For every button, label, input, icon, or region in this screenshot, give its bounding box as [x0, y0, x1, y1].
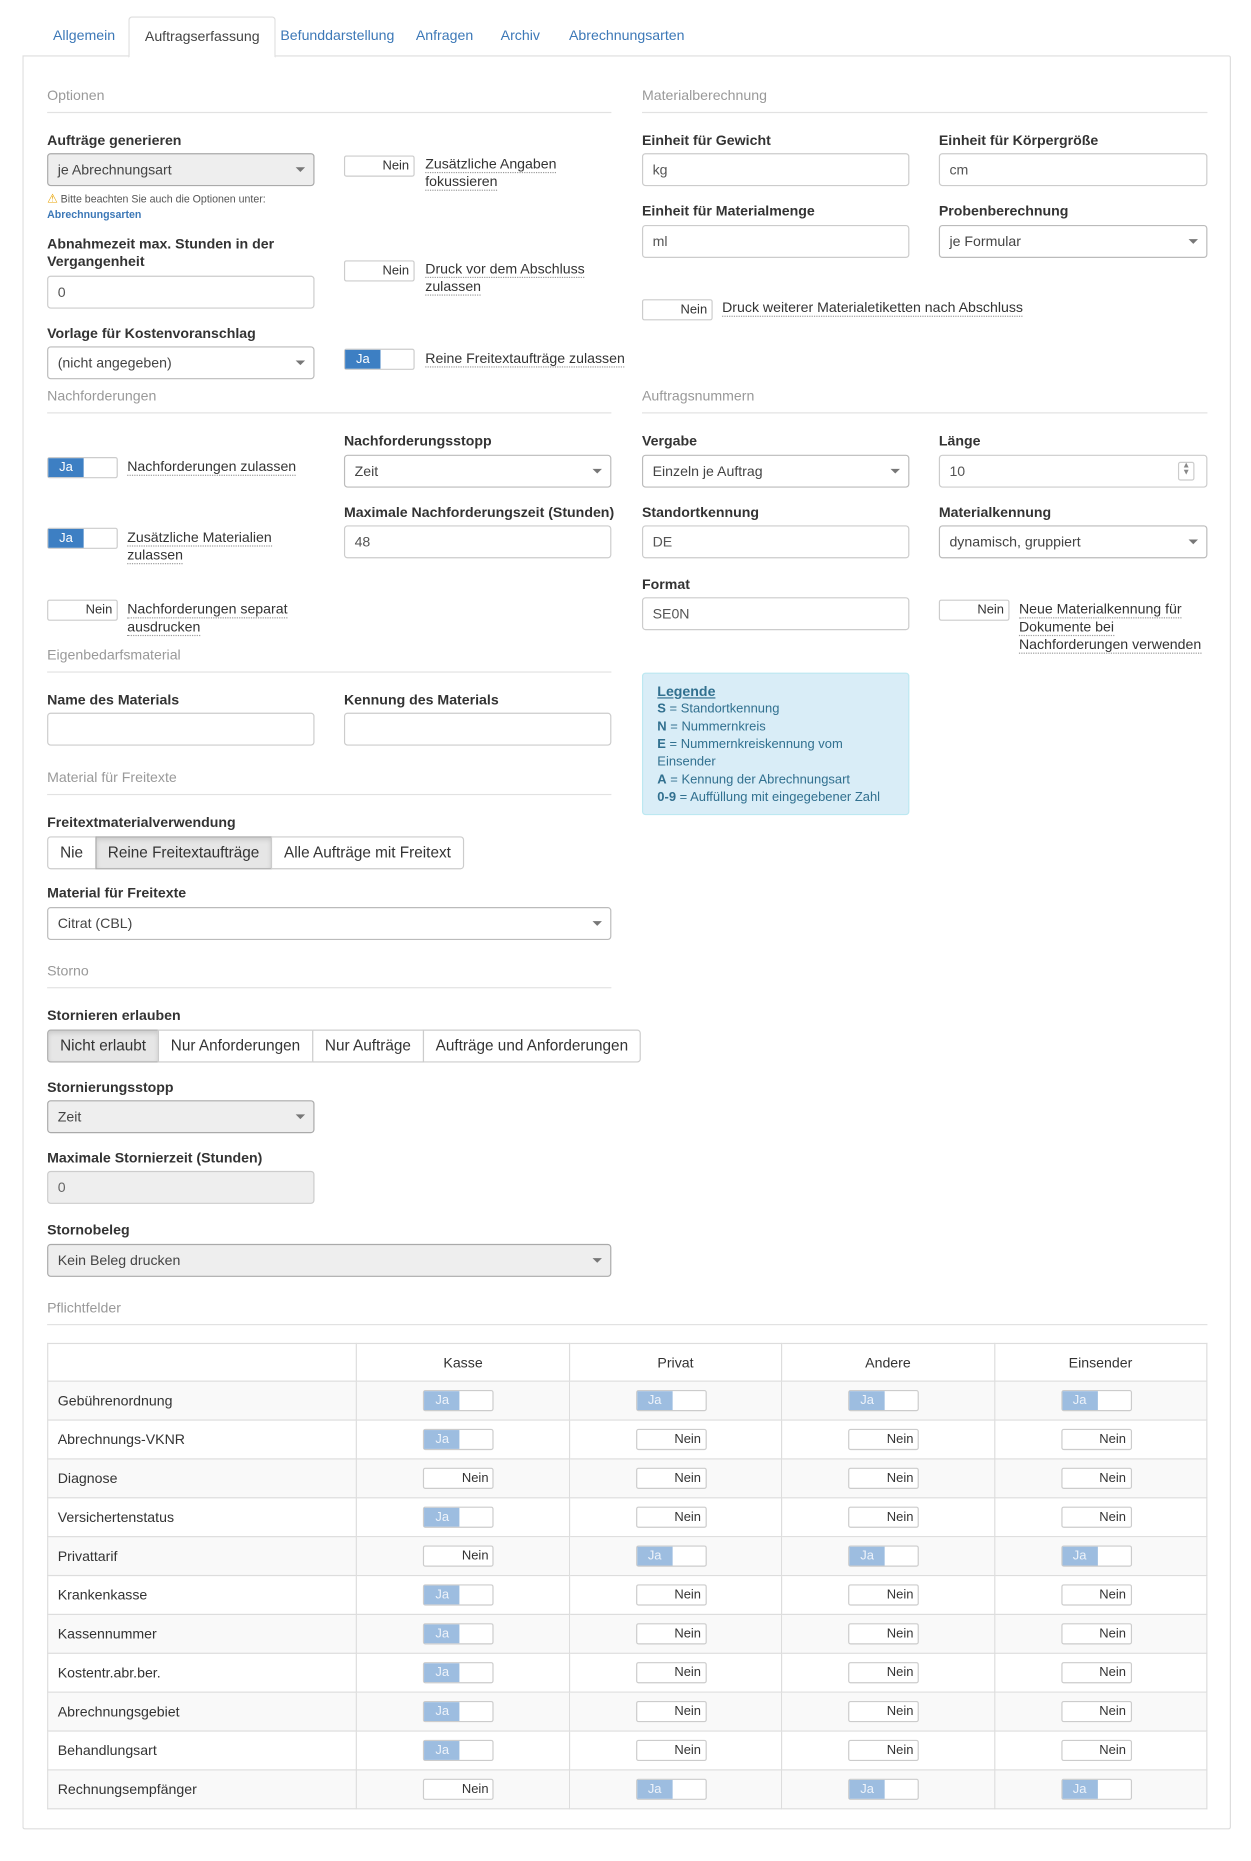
stornierungsstopp-select[interactable] [47, 1100, 314, 1133]
vorlage-select[interactable] [47, 346, 314, 379]
row-label: Diagnose [48, 1459, 357, 1498]
abrechnungsarten-link[interactable]: Abrechnungsarten [47, 208, 142, 221]
warning-text: Bitte beachten Sie auch die Optionen unter: [60, 193, 266, 205]
toggle-no-label: Nein [886, 1626, 914, 1641]
pflichtfeld-toggle[interactable] [848, 1779, 919, 1800]
toggle-no-label: Nein [674, 1587, 701, 1603]
toggle-no-label: Nein [1099, 1471, 1126, 1486]
toggle-yes-label: Ja [849, 1780, 884, 1799]
toggle-yes-label: Ja [425, 1741, 460, 1760]
table-row [48, 1576, 1207, 1615]
tab-anfragen[interactable]: Anfragen [415, 27, 474, 44]
table-cell [569, 1614, 781, 1653]
toggle-no-label: Nein [1099, 1587, 1126, 1603]
table-cell [782, 1653, 994, 1692]
pflichtfeld-toggle[interactable] [848, 1507, 919, 1528]
spinner-icon[interactable]: ▲ ▼ [1178, 462, 1194, 481]
table-cell [782, 1770, 994, 1809]
chevron-down-icon [296, 360, 305, 365]
legend-item-n: N = Nummernkreis [657, 719, 766, 734]
freitextverwendung-group [47, 836, 464, 869]
toggle-yes-label: Ja [1062, 1780, 1097, 1799]
table-cell [357, 1614, 569, 1653]
table-cell [782, 1420, 994, 1459]
pflichtfeld-toggle[interactable] [423, 1545, 494, 1566]
materialkennung-label: Materialkennung [938, 504, 1052, 521]
legend-box [642, 673, 909, 816]
toggle-no-label: Nein [886, 1510, 914, 1525]
table-row [48, 1537, 1207, 1576]
tab-abrechnungsarten[interactable]: Abrechnungsarten [568, 27, 685, 44]
table-row [48, 1770, 1207, 1809]
header-privat: Privat [569, 1343, 781, 1381]
toggle-yes-label: Ja [425, 1663, 460, 1682]
laenge-value: 10 [949, 462, 966, 480]
tab-befunddarstellung[interactable]: Befunddarstellung [280, 27, 395, 44]
tab-bar [0, 0, 1251, 55]
zusaetzliche-angaben-toggle[interactable] [344, 155, 415, 176]
table-cell [994, 1459, 1207, 1498]
table-cell [994, 1576, 1207, 1615]
toggle-yes-label: Ja [1062, 1391, 1097, 1410]
standortkennung-label: Standortkennung [641, 504, 759, 521]
druck-materialetiketten-toggle[interactable] [642, 299, 713, 320]
pflichtfeld-toggle[interactable] [1061, 1779, 1132, 1800]
nachforderungen-zulassen-text: Nachforderungen zulassen [127, 458, 297, 475]
laenge-label: Länge [938, 432, 981, 449]
table-row [48, 1420, 1207, 1459]
storno-option-anforderungen[interactable]: Nur Anforderungen [158, 1030, 313, 1063]
table-row [48, 1498, 1207, 1537]
toggle-no-label: Nein [886, 1471, 914, 1486]
reine-freitext-text: Reine Freitextaufträge zulassen [425, 349, 625, 367]
toggle-no-label: Nein [1099, 1743, 1126, 1758]
format-input[interactable]: SE0N [642, 597, 909, 630]
table-cell [782, 1731, 994, 1770]
tab-archiv[interactable]: Archiv [500, 27, 540, 44]
auftragsnummern-divider [642, 412, 1207, 413]
table-cell [994, 1420, 1207, 1459]
table-cell [994, 1770, 1207, 1809]
pflichtfeld-toggle[interactable] [423, 1390, 494, 1411]
toggle-no-label: Nein [886, 1704, 914, 1719]
materialkennung-value: dynamisch, gruppiert [949, 533, 1081, 551]
toggle-no-label: Nein [886, 1665, 914, 1680]
name-material-input[interactable] [47, 713, 314, 746]
table-cell [569, 1537, 781, 1576]
toggle-yes-label: Ja [425, 1391, 460, 1410]
table-cell [782, 1498, 994, 1537]
zusaetzliche-materialien-text: Zusätzliche Materialien zulassen [127, 528, 272, 564]
pflichtfeld-toggle[interactable] [423, 1623, 494, 1644]
materialberechnung-divider [642, 112, 1207, 113]
pflichtfeld-toggle[interactable] [423, 1701, 494, 1722]
neue-materialkennung-toggle[interactable] [939, 600, 1010, 621]
pflichtfeld-toggle[interactable] [423, 1779, 494, 1800]
chevron-down-icon [593, 921, 602, 926]
pflichtfeld-toggle[interactable] [636, 1662, 707, 1683]
header-kasse: Kasse [357, 1343, 569, 1381]
legend-item-e: E = Nummernkreiskennung vom Einsender [657, 737, 843, 770]
auftraege-select[interactable] [47, 153, 314, 186]
table-cell [357, 1731, 569, 1770]
chevron-down-icon [296, 1114, 305, 1119]
toggle-no-label: Nein [461, 1782, 489, 1797]
pflichtfeld-toggle[interactable] [423, 1429, 494, 1450]
pflichtfeld-toggle[interactable] [1061, 1545, 1132, 1566]
pflichtfeld-toggle[interactable] [848, 1429, 919, 1450]
pflichtfeld-toggle[interactable] [423, 1468, 494, 1489]
toggle-yes-label: Ja [425, 1624, 460, 1643]
pflichtfelder-table [47, 1343, 1207, 1809]
vergabe-value: Einzeln je Auftrag [652, 462, 763, 480]
pflichtfeld-toggle[interactable] [1061, 1740, 1132, 1761]
legend-item-s: S = Standortkennung [657, 702, 780, 717]
stornieren-erlauben-group [47, 1030, 641, 1063]
pflichtfeld-toggle[interactable] [848, 1701, 919, 1722]
nachforderungen-zulassen-toggle[interactable] [47, 457, 118, 478]
table-cell [569, 1731, 781, 1770]
format-label: Format [641, 576, 690, 593]
pflichtfeld-toggle[interactable] [636, 1545, 707, 1566]
auftraege-label: Aufträge generieren [47, 131, 182, 149]
toggle-yes-label: Ja [345, 350, 380, 369]
pflichtfelder-divider [47, 1324, 1207, 1325]
max-nachforderungszeit-label: Maximale Nachforderungszeit (Stunden) [343, 504, 615, 521]
pflichtfeld-toggle[interactable] [848, 1390, 919, 1411]
table-cell [569, 1459, 781, 1498]
table-cell [357, 1498, 569, 1537]
freitext-option-alle[interactable]: Alle Aufträge mit Freitext [271, 836, 464, 869]
row-label: Gebührenordnung [48, 1381, 357, 1420]
auftraege-value: je Abrechnungsart [57, 161, 172, 178]
table-cell [994, 1381, 1207, 1420]
toggle-no-label: Nein [382, 263, 410, 278]
probenberechnung-select[interactable] [939, 225, 1208, 258]
header-andere: Andere [782, 1343, 994, 1381]
toggle-no-label: Nein [674, 1665, 701, 1680]
pflichtfeld-toggle[interactable] [423, 1507, 494, 1528]
table-cell [357, 1381, 569, 1420]
freitextverwendung-label: Freitextmaterialverwendung [47, 813, 236, 831]
pflichtfeld-toggle[interactable] [1061, 1701, 1132, 1722]
stornobeleg-select[interactable] [47, 1244, 611, 1277]
header-empty [48, 1343, 357, 1381]
toggle-no-label: Nein [886, 1432, 914, 1447]
row-label: Versichertenstatus [48, 1498, 357, 1537]
freitext-option-reine[interactable]: Reine Freitextaufträge [95, 836, 272, 869]
table-cell [782, 1459, 994, 1498]
toggle-no-label: Nein [674, 1743, 701, 1758]
stornierungsstopp-label: Stornierungsstopp [47, 1079, 174, 1096]
table-row [48, 1614, 1207, 1653]
pflichtfeld-toggle[interactable] [1061, 1390, 1132, 1411]
nachforderungsstopp-value: Zeit [354, 462, 379, 480]
storno-option-beide[interactable]: Aufträge und Anforderungen [423, 1030, 641, 1063]
kennung-material-input[interactable] [344, 713, 611, 746]
freitextmaterial-select[interactable] [47, 907, 611, 940]
table-cell [569, 1653, 781, 1692]
eigenbedarf-divider [47, 671, 611, 672]
stornobeleg-value: Kein Beleg drucken [57, 1252, 181, 1269]
table-cell [782, 1537, 994, 1576]
optionen-title: Optionen [47, 87, 105, 104]
freitext-title: Material für Freitexte [47, 769, 177, 786]
freitext-divider [47, 794, 611, 795]
nachforderungen-title: Nachforderungen [47, 387, 157, 405]
pflichtfeld-toggle[interactable] [1061, 1623, 1132, 1644]
table-cell [994, 1653, 1207, 1692]
toggle-yes-label: Ja [48, 458, 83, 477]
storno-title: Storno [47, 962, 89, 979]
toggle-no-label: Nein [1099, 1432, 1126, 1447]
table-cell [357, 1770, 569, 1809]
optionen-divider [47, 112, 611, 113]
settings-panel [22, 55, 1231, 1829]
toggle-yes-label: Ja [637, 1780, 672, 1799]
neue-materialkennung-text: Neue Materialkennung für Dokumente bei Nachforderungen verwenden [1018, 600, 1202, 653]
pflichtfeld-toggle[interactable] [848, 1662, 919, 1683]
storno-option-auftraege[interactable]: Nur Aufträge [312, 1030, 424, 1063]
pflichtfeld-toggle[interactable] [423, 1584, 494, 1605]
pflichtfeld-toggle[interactable] [423, 1662, 494, 1683]
pflichtfeld-toggle[interactable] [1061, 1584, 1132, 1605]
toggle-no-label: Nein [1099, 1665, 1126, 1680]
table-row [48, 1692, 1207, 1731]
max-stornierzeit-input[interactable]: 0 [47, 1171, 314, 1204]
row-label: Rechnungsempfänger [48, 1770, 357, 1809]
pflichtfeld-toggle[interactable] [636, 1701, 707, 1722]
freitext-option-nie[interactable]: Nie [47, 836, 96, 869]
table-row [48, 1459, 1207, 1498]
zusaetzliche-materialien-toggle[interactable] [47, 528, 118, 549]
abnahmezeit-label: Abnahmezeit max. Stunden in der Vergangenheit [47, 235, 275, 270]
table-cell [357, 1537, 569, 1576]
toggle-yes-label: Ja [425, 1508, 460, 1527]
toggle-no-label: Nein [461, 1549, 489, 1564]
table-cell [357, 1692, 569, 1731]
koerpergroesse-label: Einheit für Körpergröße [938, 131, 1099, 149]
pflichtfelder-body [48, 1381, 1207, 1809]
table-cell [357, 1576, 569, 1615]
toggle-yes-label: Ja [637, 1391, 672, 1410]
chevron-down-icon [296, 167, 305, 172]
pflichtfeld-toggle[interactable] [1061, 1429, 1132, 1450]
pflichtfeld-toggle[interactable] [636, 1390, 707, 1411]
chevron-down-icon [593, 469, 602, 474]
table-cell [994, 1614, 1207, 1653]
toggle-no-label: Nein [674, 1471, 701, 1486]
pflichtfeld-toggle[interactable] [1061, 1507, 1132, 1528]
toggle-no-label: Nein [1099, 1704, 1126, 1719]
gewicht-input[interactable]: kg [642, 153, 909, 186]
row-label: Behandlungsart [48, 1731, 357, 1770]
pflichtfeld-toggle[interactable] [1061, 1662, 1132, 1683]
toggle-no-label: Nein [674, 1510, 701, 1525]
freitextmaterial-value: Citrat (CBL) [57, 915, 133, 932]
storno-option-nicht-erlaubt[interactable]: Nicht erlaubt [47, 1030, 159, 1063]
table-row [48, 1653, 1207, 1692]
pflichtfeld-toggle[interactable] [636, 1623, 707, 1644]
tab-auftragserfassung[interactable]: Auftragserfassung [128, 16, 276, 57]
chevron-down-icon [593, 1258, 602, 1263]
druck-materialetiketten-text: Druck weiterer Materialetiketten nach Abschluss [722, 299, 1024, 316]
auftragsnummern-title: Auftragsnummern [641, 387, 755, 405]
pflichtfeld-toggle[interactable] [848, 1584, 919, 1605]
stornobeleg-label: Stornobeleg [47, 1221, 130, 1239]
table-header-row [48, 1343, 1207, 1381]
max-stornierzeit-label: Maximale Stornierzeit (Stunden) [47, 1149, 263, 1167]
storno-divider [47, 987, 611, 988]
table-cell [994, 1498, 1207, 1537]
row-label: Kostentr.abr.ber. [48, 1653, 357, 1692]
toggle-no-label: Nein [886, 1743, 914, 1758]
materialberechnung-title: Materialberechnung [641, 87, 767, 104]
vergabe-label: Vergabe [641, 432, 698, 449]
zusaetzliche-angaben-text: Zusätzliche Angaben fokussieren [425, 155, 557, 190]
druck-vor-abschluss-toggle[interactable] [344, 260, 415, 281]
table-cell [782, 1381, 994, 1420]
koerpergroesse-input[interactable]: cm [939, 153, 1208, 186]
table-cell [994, 1731, 1207, 1770]
reine-freitext-toggle[interactable] [344, 349, 415, 370]
gewicht-label: Einheit für Gewicht [641, 131, 771, 149]
chevron-down-icon [891, 469, 900, 474]
vergabe-select[interactable] [642, 455, 909, 488]
toggle-no-label: Nein [382, 159, 410, 174]
materialkennung-select[interactable] [939, 525, 1208, 558]
legend-item-a: A = Kennung der Abrechnungsart [657, 772, 851, 787]
pflichtfeld-toggle[interactable] [848, 1545, 919, 1566]
nachforderungsstopp-select[interactable] [344, 455, 611, 488]
table-row [48, 1731, 1207, 1770]
table-cell [994, 1692, 1207, 1731]
table-cell [782, 1614, 994, 1653]
nachforderungen-separat-toggle[interactable] [47, 600, 118, 621]
toggle-no-label: Nein [977, 603, 1004, 618]
legend-item-digits: 0-9 = Auffüllung mit eingegebener Zahl [657, 790, 881, 805]
table-cell [994, 1537, 1207, 1576]
table-cell [782, 1576, 994, 1615]
freitextmaterial-label: Material für Freitexte [47, 884, 187, 902]
table-cell [569, 1498, 781, 1537]
toggle-no-label: Nein [85, 603, 113, 618]
legend-title: Legende [657, 683, 716, 700]
table-cell [569, 1381, 781, 1420]
toggle-yes-label: Ja [849, 1391, 884, 1410]
pflichtfeld-toggle[interactable] [636, 1429, 707, 1450]
row-label: Abrechnungs-VKNR [48, 1420, 357, 1459]
toggle-yes-label: Ja [48, 529, 83, 548]
kennung-material-label: Kennung des Materials [343, 691, 499, 708]
abnahmezeit-input[interactable]: 0 [47, 276, 314, 309]
materialmenge-input[interactable]: ml [642, 225, 909, 258]
toggle-yes-label: Ja [425, 1702, 460, 1721]
materialmenge-label: Einheit für Materialmenge [641, 202, 815, 220]
nachforderungen-divider [47, 412, 611, 413]
laenge-input[interactable] [939, 455, 1208, 488]
table-cell [569, 1420, 781, 1459]
toggle-no-label: Nein [1099, 1510, 1126, 1525]
stornieren-erlauben-label: Stornieren erlauben [47, 1007, 181, 1024]
pflichtfeld-toggle[interactable] [848, 1468, 919, 1489]
name-material-label: Name des Materials [47, 691, 180, 708]
vorlage-value: (nicht angegeben) [57, 354, 172, 372]
pflichtfeld-toggle[interactable] [636, 1468, 707, 1489]
standortkennung-input[interactable]: DE [642, 525, 909, 558]
probenberechnung-value: je Formular [949, 233, 1021, 250]
nachforderungsstopp-label: Nachforderungsstopp [343, 432, 492, 449]
chevron-down-icon [1189, 239, 1198, 244]
toggle-yes-label: Ja [1062, 1547, 1097, 1566]
pflichtfeld-toggle[interactable] [423, 1740, 494, 1761]
row-label: Abrechnungsgebiet [48, 1692, 357, 1731]
nachforderungen-separat-text: Nachforderungen separat ausdrucken [127, 600, 288, 635]
stornierungsstopp-value: Zeit [57, 1108, 82, 1125]
probenberechnung-label: Probenberechnung [938, 202, 1069, 220]
tab-allgemein[interactable]: Allgemein [53, 27, 116, 44]
toggle-no-label: Nein [1099, 1626, 1126, 1641]
chevron-down-icon [1189, 540, 1198, 545]
pflichtfeld-toggle[interactable] [636, 1584, 707, 1605]
table-cell [357, 1653, 569, 1692]
table-row [48, 1381, 1207, 1420]
pflichtfeld-toggle[interactable] [848, 1740, 919, 1761]
table-cell [782, 1692, 994, 1731]
toggle-no-label: Nein [674, 1704, 701, 1719]
pflichtfelder-title: Pflichtfelder [47, 1299, 121, 1316]
row-label: Privattarif [48, 1537, 357, 1576]
toggle-yes-label: Ja [425, 1430, 460, 1449]
row-label: Krankenkasse [48, 1576, 357, 1615]
table-cell [569, 1770, 781, 1809]
warning-icon: ⚠ [47, 193, 58, 207]
toggle-no-label: Nein [674, 1626, 701, 1641]
table-cell [357, 1459, 569, 1498]
table-cell [357, 1420, 569, 1459]
pflichtfeld-toggle[interactable] [636, 1779, 707, 1800]
toggle-no-label: Nein [674, 1432, 701, 1447]
pflichtfeld-toggle[interactable] [636, 1740, 707, 1761]
toggle-no-label: Nein [461, 1471, 489, 1486]
table-cell [569, 1576, 781, 1615]
row-label: Kassennummer [48, 1614, 357, 1653]
toggle-no-label: Nein [680, 302, 708, 317]
toggle-yes-label: Ja [425, 1586, 460, 1605]
warning-hint [47, 192, 318, 221]
vorlage-label: Vorlage für Kostenvoranschlag [47, 325, 256, 342]
druck-vor-abschluss-text: Druck vor dem Abschluss zulassen [425, 260, 585, 295]
pflichtfeld-toggle[interactable] [1061, 1468, 1132, 1489]
header-einsender: Einsender [994, 1343, 1207, 1381]
table-cell [569, 1692, 781, 1731]
pflichtfeld-toggle[interactable] [848, 1623, 919, 1644]
toggle-no-label: Nein [886, 1587, 914, 1603]
toggle-yes-label: Ja [637, 1547, 672, 1566]
max-nachforderungszeit-input[interactable]: 48 [344, 525, 611, 558]
pflichtfeld-toggle[interactable] [636, 1507, 707, 1528]
eigenbedarf-title: Eigenbedarfsmaterial [47, 646, 181, 664]
toggle-yes-label: Ja [849, 1547, 884, 1566]
